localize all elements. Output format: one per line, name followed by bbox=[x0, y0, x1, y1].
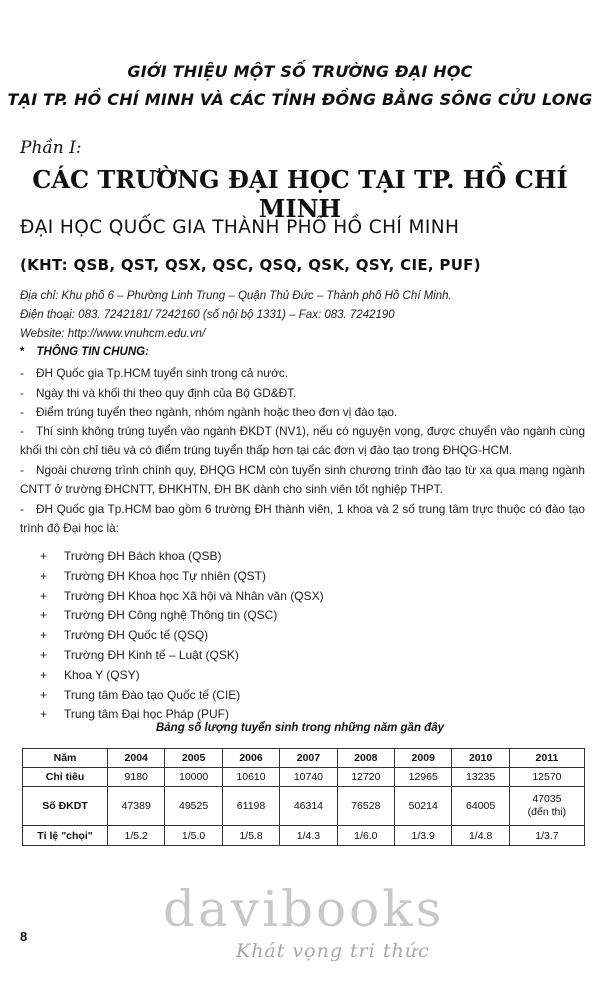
table-header-cell: 2011 bbox=[509, 749, 584, 768]
part-title: CÁC TRƯỜNG ĐẠI HỌC TẠI TP. HỒ CHÍ MINH bbox=[32, 165, 568, 223]
list-item: + Trường ĐH Quốc tế (QSQ) bbox=[40, 628, 209, 643]
table-cell: 47389 bbox=[108, 787, 165, 826]
table-header-row bbox=[23, 749, 585, 768]
table-row bbox=[23, 826, 585, 846]
table-cell: 49525 bbox=[165, 787, 222, 826]
table-header-cell: 2006 bbox=[222, 749, 279, 768]
table-cell: 50214 bbox=[395, 787, 452, 826]
general-info-heading bbox=[20, 346, 149, 358]
part-label: Phần I: bbox=[20, 138, 82, 158]
table-cell: 9180 bbox=[108, 768, 165, 787]
table-cell: 10740 bbox=[280, 768, 337, 787]
table-caption: Bảng số lượng tuyển sinh trong những năm gần đây bbox=[155, 722, 444, 734]
list-item: + Trường ĐH Khoa học Xã hội và Nhân văn (QSX) bbox=[40, 588, 324, 603]
info-item: - Ngày thi và khối thi theo quy định của Bộ GD&ĐT. bbox=[20, 386, 297, 400]
table-cell: 61198 bbox=[222, 787, 279, 826]
general-info-title: THÔNG TIN CHUNG: bbox=[36, 346, 149, 358]
table-cell: 64005 bbox=[452, 787, 509, 826]
table-cell: 1/6.0 bbox=[337, 826, 394, 846]
star-bullet: * bbox=[20, 346, 25, 358]
list-item: + Trường ĐH Kinh tế – Luật (QSK) bbox=[40, 647, 239, 662]
list-item: + Trung tâm Đại học Pháp (PUF) bbox=[40, 707, 229, 722]
list-item: + Trung tâm Đào tạo Quốc tế (CIE) bbox=[40, 687, 241, 702]
page-heading-line-2: TẠI TP. HỒ CHÍ MINH VÀ CÁC TỈNH ĐỒNG BẰNG SÔNG CỬU LONG bbox=[7, 90, 593, 109]
university-codes: (KHT: QSB, QST, QSX, QSC, QSQ, QSK, QSY, CIE, PUF) bbox=[20, 256, 481, 274]
phone-line: Điện thoại: 083. 7242181/ 7242160 (số nội bộ 1331) – Fax: 083. 7242190 bbox=[20, 309, 395, 321]
info-item: - Thí sinh không trúng tuyển vào ngành ĐKDT (NV1), nếu có nguyện vọng, được chuyển vào ngành cùng khối thi còn chỉ tiêu và có điểm trúng tuyển thấp hơn tại các đơn vị đào tạo trong ĐHQG-HCM. bbox=[20, 424, 585, 457]
table-header-cell: Năm bbox=[23, 749, 108, 768]
table-row-label: Chỉ tiêu bbox=[23, 768, 108, 787]
table-cell: 13235 bbox=[452, 768, 509, 787]
table-cell: 1/4.8 bbox=[452, 826, 509, 846]
table-cell bbox=[509, 787, 584, 826]
table-header-cell: 2005 bbox=[165, 749, 222, 768]
table-cell: 10000 bbox=[165, 768, 222, 787]
info-item: - Điểm trúng tuyển theo ngành, nhóm ngành hoặc theo đơn vị đào tạo. bbox=[20, 405, 398, 419]
info-item: - Ngoài chương trình chính quy, ĐHQG HCM còn tuyển sinh chương trình đào tạo từ xa qua mạng ngành CNTT ở trường ĐHCNTT, ĐHKHTN, ĐH BK dành cho sinh viên tốt nghiệp THPT. bbox=[20, 463, 585, 496]
info-item: - ĐH Quốc gia Tp.HCM tuyển sinh trong cả nước. bbox=[20, 366, 289, 380]
table-cell-value: 47035 bbox=[532, 793, 562, 805]
table-cell: 1/5.2 bbox=[108, 826, 165, 846]
info-item: - ĐH Quốc gia Tp.HCM bao gồm 6 trường ĐH thành viên, 1 khoa và 2 số trung tâm trực thuộc có đào tạo trình độ Đại học là: bbox=[20, 502, 585, 535]
address-line: Địa chỉ: Khu phố 6 – Phường Linh Trung – Quận Thủ Đức – Thành phố Hồ Chí Minh. bbox=[20, 290, 452, 302]
table-cell: 1/5.8 bbox=[222, 826, 279, 846]
table-row bbox=[23, 787, 585, 826]
list-item: + Khoa Y (QSY) bbox=[40, 667, 140, 682]
table-cell: 12965 bbox=[395, 768, 452, 787]
table-cell: 46314 bbox=[280, 787, 337, 826]
table-header-cell: 2010 bbox=[452, 749, 509, 768]
table-cell: 12570 bbox=[509, 768, 584, 787]
website-line: Website: http://www.vnuhcm.edu.vn/ bbox=[20, 328, 206, 340]
table-cell: 10610 bbox=[222, 768, 279, 787]
table-cell: 1/5.0 bbox=[165, 826, 222, 846]
table-cell-note: (đến thi) bbox=[527, 806, 567, 818]
table-cell: 1/4.3 bbox=[280, 826, 337, 846]
page-heading-line-1: GIỚI THIỆU MỘT SỐ TRƯỜNG ĐẠI HỌC bbox=[127, 62, 473, 81]
table-row-label: Tỉ lệ "chọi" bbox=[23, 826, 108, 846]
list-item: + Trường ĐH Khoa học Tự nhiên (QST) bbox=[40, 568, 267, 583]
member-list bbox=[40, 547, 324, 725]
table-cell: 76528 bbox=[337, 787, 394, 826]
table-cell: 1/3.9 bbox=[395, 826, 452, 846]
watermark-brand: davibooks bbox=[163, 880, 445, 938]
table-header-cell: 2004 bbox=[108, 749, 165, 768]
table-row bbox=[23, 768, 585, 787]
admissions-table bbox=[22, 748, 585, 846]
list-item: + Trường ĐH Công nghệ Thông tin (QSC) bbox=[40, 608, 278, 623]
table-row-label: Số ĐKDT bbox=[23, 787, 108, 826]
university-name: ĐẠI HỌC QUỐC GIA THÀNH PHỐ HỒ CHÍ MINH bbox=[20, 217, 460, 238]
table-cell: 12720 bbox=[337, 768, 394, 787]
page-number: 8 bbox=[20, 929, 28, 944]
table-cell: 1/3.7 bbox=[509, 826, 584, 846]
watermark-slogan: Khát vọng tri thức bbox=[236, 940, 430, 962]
list-item: + Trường ĐH Bách khoa (QSB) bbox=[40, 549, 222, 563]
table-header-cell: 2008 bbox=[337, 749, 394, 768]
table-header-cell: 2009 bbox=[395, 749, 452, 768]
table-header-cell: 2007 bbox=[280, 749, 337, 768]
